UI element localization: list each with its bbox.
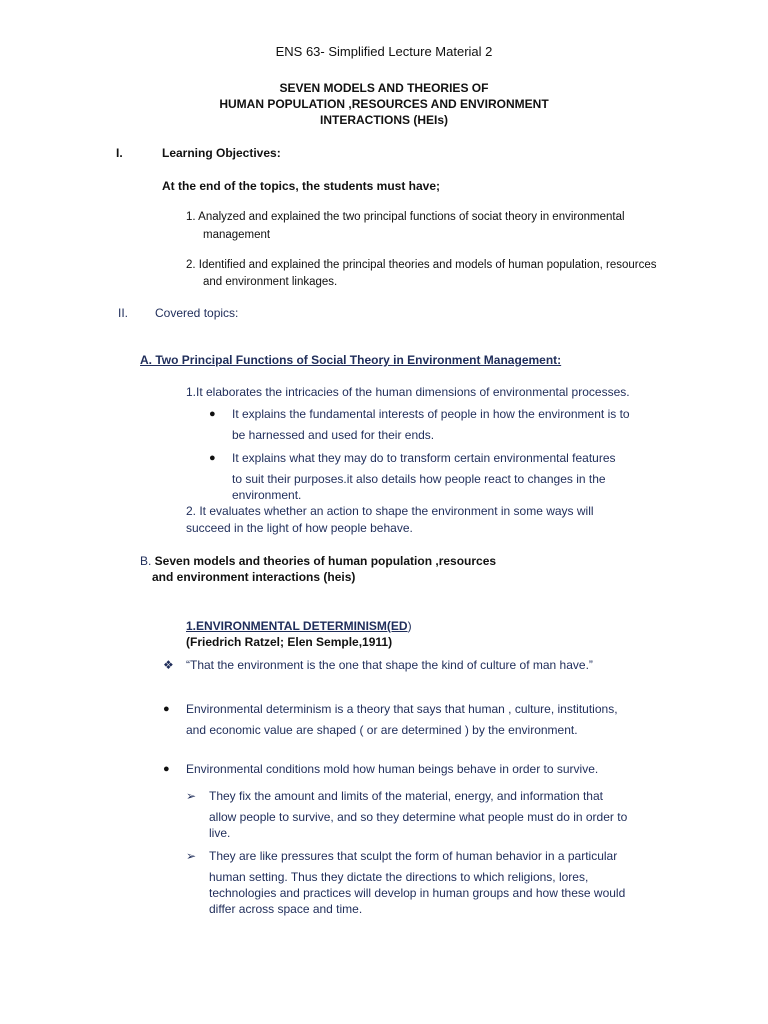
section-1-heading: Learning Objectives:	[162, 146, 281, 160]
part-a-bullet-2-line-3: environment.	[232, 488, 302, 502]
part-a-item-2-line-2: succeed in the light of how people behave.	[186, 521, 413, 535]
course-title: ENS 63- Simplified Lecture Material 2	[275, 44, 493, 59]
bullet-icon: ●	[163, 763, 170, 775]
part-a-bullet-1-line-2: be harnessed and used for their ends.	[232, 428, 435, 442]
part-a-bullet-1-line-1: It explains the fundamental interests of people in how the environment is to	[232, 407, 630, 421]
objective-2-line-2: and environment linkages.	[203, 276, 338, 288]
ed-sub-2-line-3: technologies and practices will develop in human groups and how these would	[209, 886, 626, 900]
ed-authors: (Friedrich Ratzel; Elen Semple,1911)	[186, 635, 393, 649]
ed-sub-2-line-2: human setting. Thus they dictate the directions to which religions, lores,	[209, 870, 589, 884]
document-title-line-2: HUMAN POPULATION ,RESOURCES AND ENVIRONMENT	[219, 97, 549, 111]
ed-sub-1-line-2: allow people to survive, and so they determine what people must do in order to	[209, 810, 628, 824]
part-b-heading-text: Seven models and theories of human population ,resources	[151, 554, 497, 568]
ed-paragraph-1-line-1: Environmental determinism is a theory that says that human , culture, institutions,	[186, 702, 618, 716]
bullet-icon: ●	[209, 452, 216, 464]
ed-heading-text: 1.ENVIRONMENTAL DETERMINISM(ED	[186, 619, 408, 633]
part-a-bullet-2-line-2: to suit their purposes.it also details how people react to changes in the	[232, 472, 606, 486]
document-title-line-3: INTERACTIONS (HEIs)	[319, 113, 448, 127]
part-b-prefix: B.	[140, 554, 152, 568]
part-a-heading: A. Two Principal Functions of Social Theory in Environment Management:	[140, 353, 562, 367]
ed-sub-1-line-1: They fix the amount and limits of the material, energy, and information that	[209, 789, 603, 803]
objectives-intro: At the end of the topics, the students must have;	[162, 179, 441, 193]
arrow-bullet-icon: ➢	[186, 849, 197, 863]
ed-sub-2-line-1: They are like pressures that sculpt the form of human behavior in a particular	[209, 849, 618, 863]
document-title-line-1: SEVEN MODELS AND THEORIES OF	[279, 81, 489, 95]
section-2-numeral: II.	[118, 306, 129, 320]
ed-paragraph-1-line-2: and economic value are shaped ( or are determined ) by the environment.	[186, 723, 578, 737]
objective-1-line-1: 1. Analyzed and explained the two principal functions of sociat theory in environmental	[186, 211, 625, 223]
ed-sub-2-line-4: differ across space and time.	[209, 902, 363, 916]
bullet-icon: ●	[209, 408, 216, 420]
ed-paragraph-2: Environmental conditions mold how human beings behave in order to survive.	[186, 762, 599, 776]
section-2-heading: Covered topics:	[155, 306, 239, 320]
diamond-bullet-icon: ❖	[163, 658, 174, 672]
bullet-icon: ●	[163, 703, 170, 715]
ed-heading-close: )	[407, 619, 412, 633]
part-a-item-2-line-1: 2. It evaluates whether an action to shape the environment in some ways will	[186, 504, 594, 518]
ed-quote: “That the environment is the one that shape the kind of culture of man have.”	[186, 658, 593, 672]
part-b-heading-line-2: and environment interactions (heis)	[152, 570, 356, 584]
part-b-heading-line-1	[140, 554, 496, 568]
objective-1-line-2: management	[203, 229, 271, 241]
objective-2-line-1: 2. Identified and explained the principal theories and models of human population, resources	[186, 259, 657, 271]
part-a-item-1: 1.It elaborates the intricacies of the human dimensions of environmental processes.	[186, 385, 630, 399]
arrow-bullet-icon: ➢	[186, 789, 197, 803]
part-a-bullet-2-line-1: It explains what they may do to transform certain environmental features	[232, 451, 616, 465]
ed-sub-1-line-3: live.	[209, 826, 231, 840]
section-1-numeral: I.	[116, 146, 123, 160]
ed-heading	[186, 619, 412, 633]
